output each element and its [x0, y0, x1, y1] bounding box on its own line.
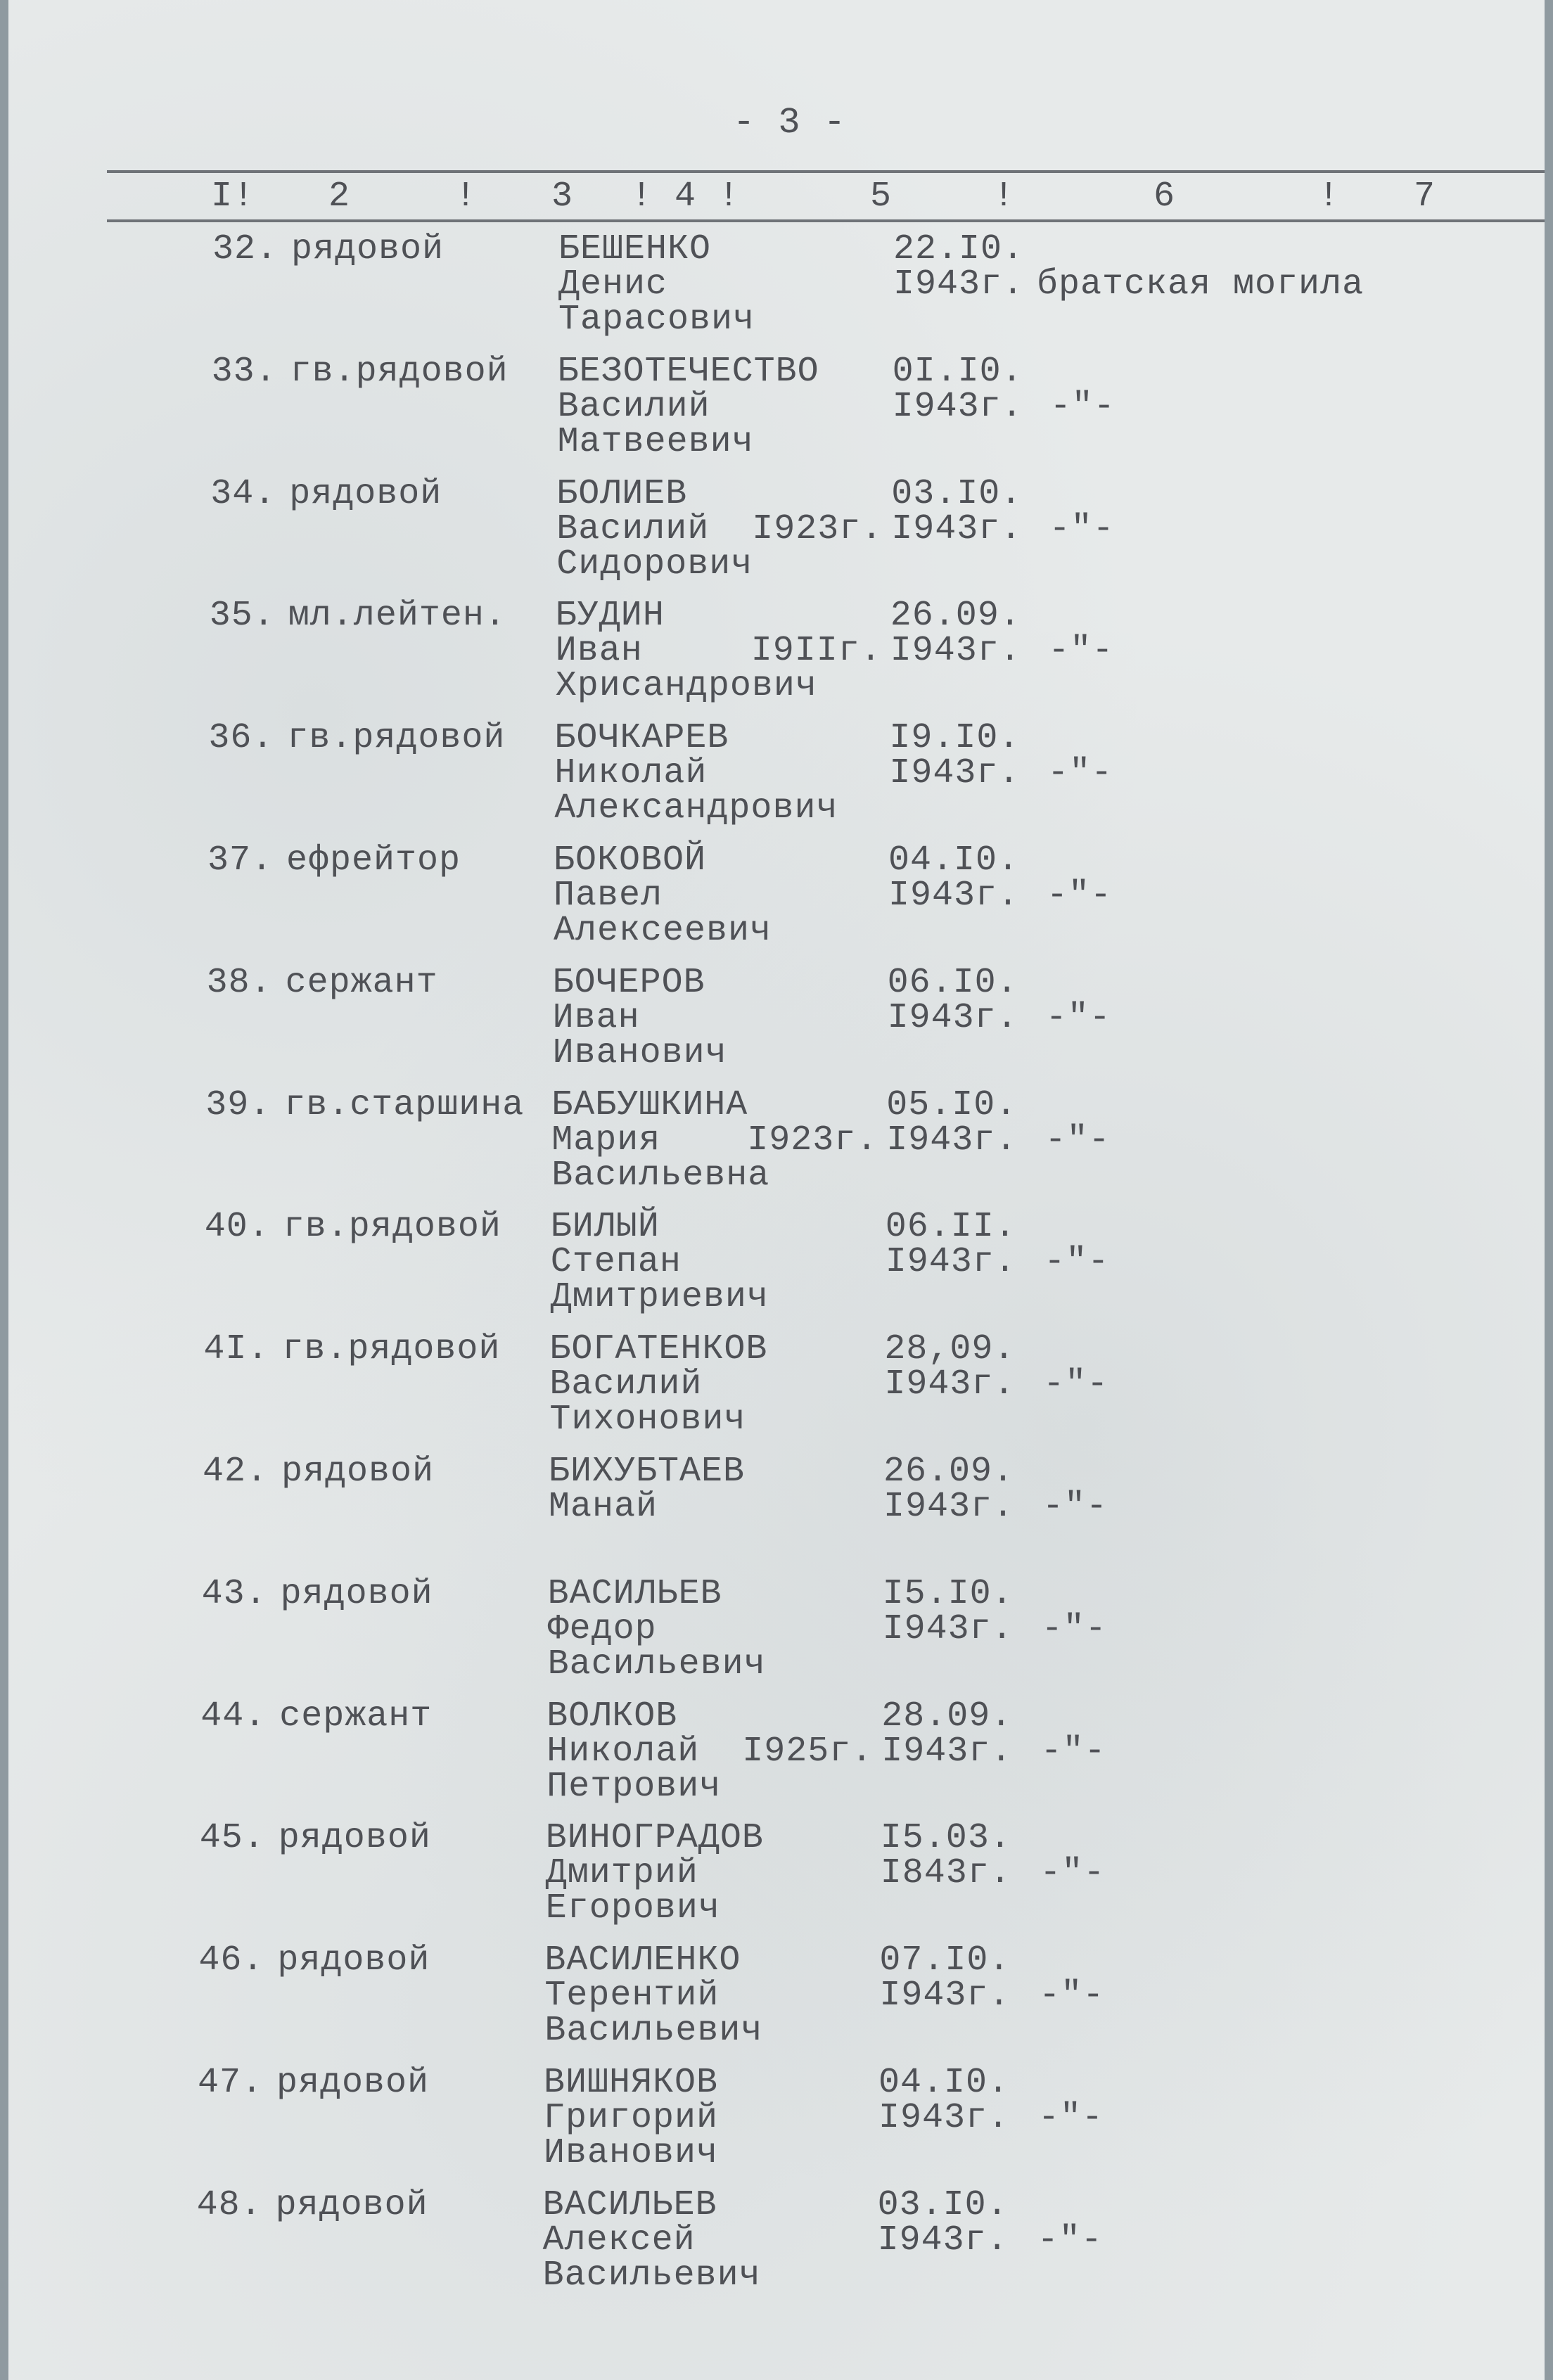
entry-number: 42. [203, 1452, 269, 1492]
burial-place-cell: -"- [1038, 2098, 1104, 2138]
rank-cell: сержант [279, 1696, 433, 1736]
patronymic-cell: Александрович [554, 788, 838, 829]
patronymic-cell: Дмитриевич [550, 1277, 769, 1318]
page-number: - 3 - [733, 102, 847, 143]
burial-place-cell: -"- [1044, 1120, 1111, 1160]
rank-cell: рядовой [278, 1818, 431, 1859]
burial-place-cell: -"- [1048, 631, 1114, 672]
first-name-cell: Федор [547, 1608, 657, 1649]
surname-cell: ВАСИЛЬЕВ [547, 1573, 722, 1614]
death-year-cell: I943г. [889, 753, 1021, 794]
header-rule-bottom [107, 219, 1545, 222]
surname-cell: ВАСИЛЬЕВ [542, 2184, 717, 2225]
rank-cell: рядовой [277, 1940, 430, 1981]
rank-cell: гв.рядовой [282, 1329, 501, 1370]
surname-cell: ВОЛКОВ [547, 1696, 678, 1736]
death-year-cell: I943г. [882, 1608, 1014, 1649]
death-date-cell: 26.09. [883, 1452, 1015, 1492]
entry-number: 40. [204, 1207, 270, 1248]
patronymic-cell: Тарасович [558, 300, 755, 340]
death-date-cell: 28,09. [884, 1329, 1016, 1370]
rank-cell: гв.рядовой [283, 1207, 501, 1248]
entry-number: 34. [210, 473, 276, 514]
death-year-cell: I943г. [886, 1120, 1018, 1160]
first-name-cell: Николай [547, 1731, 700, 1772]
first-name-cell: Иван [555, 631, 643, 672]
surname-cell: БОГАТЕНКОВ [549, 1329, 768, 1370]
death-year-cell: I943г. [885, 1242, 1016, 1283]
death-year-cell: I943г. [888, 876, 1020, 916]
death-year-cell: I943г. [879, 1976, 1011, 2016]
entry-number: 32. [212, 229, 279, 269]
burial-place-cell: -"- [1037, 2220, 1103, 2260]
death-date-cell: I5.03. [880, 1818, 1011, 1859]
document-page [8, 0, 1545, 2380]
patronymic-cell: Васильевна [551, 1155, 770, 1196]
death-year-cell: I943г. [892, 386, 1023, 427]
rank-cell: рядовой [289, 473, 442, 514]
surname-cell: БОЧКАРЕВ [554, 718, 729, 759]
header-cell: ! [1318, 177, 1341, 217]
birth-year-cell: I923г. [747, 1120, 878, 1160]
patronymic-cell: Васильевич [544, 2011, 763, 2052]
patronymic-cell: Матвеевич [557, 421, 754, 462]
rank-cell: рядовой [276, 2063, 430, 2103]
death-date-cell: 22.I0. [893, 229, 1025, 269]
death-date-cell: 03.I0. [891, 473, 1023, 514]
rank-cell: гв.старшина [284, 1085, 525, 1125]
entry-number: 43. [201, 1573, 267, 1614]
surname-cell: БИХУБТАЕВ [549, 1452, 746, 1492]
entry-number: 48. [196, 2184, 262, 2225]
rank-cell: рядовой [275, 2184, 428, 2225]
first-name-cell: Николай [554, 753, 708, 794]
entry-number: 45. [199, 1818, 265, 1859]
first-name-cell: Иван [552, 997, 640, 1038]
patronymic-cell: Иванович [552, 1032, 727, 1073]
death-date-cell: 07.I0. [879, 1940, 1011, 1981]
death-date-cell: 0I.I0. [892, 351, 1023, 392]
surname-cell: БЕШЕНКО [558, 229, 712, 269]
header-rule-top [107, 170, 1545, 173]
burial-place-cell: -"- [1047, 753, 1113, 794]
burial-place-cell: -"- [1049, 508, 1115, 549]
patronymic-cell: Сидорович [556, 544, 753, 584]
death-date-cell: 06.II. [885, 1207, 1016, 1248]
death-year-cell: I943г. [890, 631, 1021, 672]
burial-place-cell: -"- [1044, 1242, 1110, 1283]
surname-cell: БУДИН [555, 596, 665, 636]
rank-cell: гв.рядовой [287, 718, 506, 759]
burial-place-cell: -"- [1049, 386, 1116, 427]
header-cell: I! [211, 177, 255, 217]
burial-place-cell: -"- [1041, 1608, 1107, 1649]
patronymic-cell: Васильевич [542, 2255, 761, 2296]
entry-number: 36. [208, 718, 274, 759]
surname-cell: БОКОВОЙ [554, 840, 707, 881]
death-date-cell: 28.09. [881, 1696, 1013, 1736]
header-cell: 3 [551, 177, 574, 217]
entry-number: 47. [198, 2063, 264, 2103]
death-date-cell: 04.I0. [888, 840, 1020, 881]
first-name-cell: Денис [558, 264, 668, 305]
first-name-cell: Григорий [544, 2098, 719, 2138]
burial-place-cell: братская могила [1037, 264, 1365, 305]
header-cell: ! [993, 177, 1016, 217]
first-name-cell: Василий [557, 386, 710, 427]
birth-year-cell: I925г. [742, 1731, 874, 1772]
burial-place-cell: -"- [1045, 997, 1111, 1038]
entry-number: 4I. [203, 1329, 269, 1370]
header-cell: ! 4 ! [631, 177, 741, 217]
rank-cell: сержант [285, 962, 438, 1003]
patronymic-cell: Егорович [545, 1888, 720, 1929]
death-date-cell: I5.I0. [882, 1573, 1014, 1614]
first-name-cell: Василий [556, 508, 710, 549]
header-cell: 7 [1414, 177, 1436, 217]
death-date-cell: 06.I0. [887, 962, 1018, 1003]
rank-cell: ефрейтор [286, 840, 461, 881]
patronymic-cell: Петрович [547, 1766, 722, 1807]
death-date-cell: I9.I0. [889, 718, 1021, 759]
birth-year-cell: I923г. [752, 508, 883, 549]
first-name-cell: Степан [550, 1242, 682, 1283]
burial-place-cell: -"- [1047, 876, 1113, 916]
death-year-cell: I943г. [891, 508, 1023, 549]
header-cell: 6 [1153, 177, 1176, 217]
burial-place-cell: -"- [1039, 1976, 1105, 2016]
death-year-cell: I943г. [877, 2220, 1009, 2260]
patronymic-cell: Хрисандрович [555, 666, 817, 707]
header-cell: ! [455, 177, 478, 217]
death-year-cell: I943г. [893, 264, 1025, 305]
rank-cell: гв.рядовой [290, 351, 509, 392]
entry-number: 46. [198, 1940, 264, 1981]
header-cell: 2 [328, 177, 351, 217]
patronymic-cell: Васильевич [547, 1644, 766, 1684]
patronymic-cell: Иванович [544, 2133, 719, 2173]
death-year-cell: I943г. [884, 1364, 1016, 1405]
burial-place-cell: -"- [1040, 1731, 1106, 1772]
surname-cell: БИЛЫЙ [550, 1207, 660, 1248]
burial-place-cell: -"- [1040, 1853, 1106, 1894]
header-cell: 5 [870, 177, 893, 217]
entry-number: 39. [205, 1085, 271, 1125]
death-year-cell: I943г. [883, 1487, 1015, 1527]
rank-cell: рядовой [281, 1452, 435, 1492]
surname-cell: БЕЗОТЕЧЕСТВО [557, 351, 819, 392]
death-date-cell: 04.I0. [878, 2063, 1010, 2103]
entry-number: 35. [209, 596, 275, 636]
entry-number: 38. [206, 962, 272, 1003]
first-name-cell: Мария [551, 1120, 661, 1160]
death-date-cell: 03.I0. [877, 2184, 1009, 2225]
death-date-cell: 26.09. [890, 596, 1021, 636]
first-name-cell: Василий [549, 1364, 703, 1405]
death-year-cell: I943г. [887, 997, 1018, 1038]
patronymic-cell: Тихонович [549, 1400, 746, 1440]
burial-place-cell: -"- [1043, 1364, 1109, 1405]
surname-cell: БАБУШКИНА [551, 1085, 748, 1125]
entry-number: 33. [211, 351, 277, 392]
surname-cell: БОЛИЕВ [556, 473, 688, 514]
death-year-cell: I843г. [880, 1853, 1011, 1894]
birth-year-cell: I9IIг. [750, 631, 882, 672]
rank-cell: мл.лейтен. [288, 596, 506, 636]
rank-cell: рядовой [291, 229, 445, 269]
entry-number: 37. [207, 840, 274, 881]
death-year-cell: I943г. [878, 2098, 1010, 2138]
first-name-cell: Манай [549, 1487, 658, 1527]
surname-cell: БОЧЕРОВ [552, 962, 705, 1003]
surname-cell: ВАСИЛЕНКО [544, 1940, 741, 1981]
death-date-cell: 05.I0. [886, 1085, 1018, 1125]
first-name-cell: Алексей [542, 2220, 696, 2260]
death-year-cell: I943г. [881, 1731, 1013, 1772]
patronymic-cell: Алексеевич [554, 911, 772, 951]
burial-place-cell: -"- [1042, 1487, 1108, 1527]
rank-cell: рядовой [280, 1573, 433, 1614]
surname-cell: ВИШНЯКОВ [544, 2063, 719, 2103]
first-name-cell: Дмитрий [545, 1853, 698, 1894]
first-name-cell: Терентий [544, 1976, 720, 2016]
entry-number: 44. [200, 1696, 267, 1736]
first-name-cell: Павел [554, 876, 663, 916]
surname-cell: ВИНОГРАДОВ [545, 1818, 764, 1859]
